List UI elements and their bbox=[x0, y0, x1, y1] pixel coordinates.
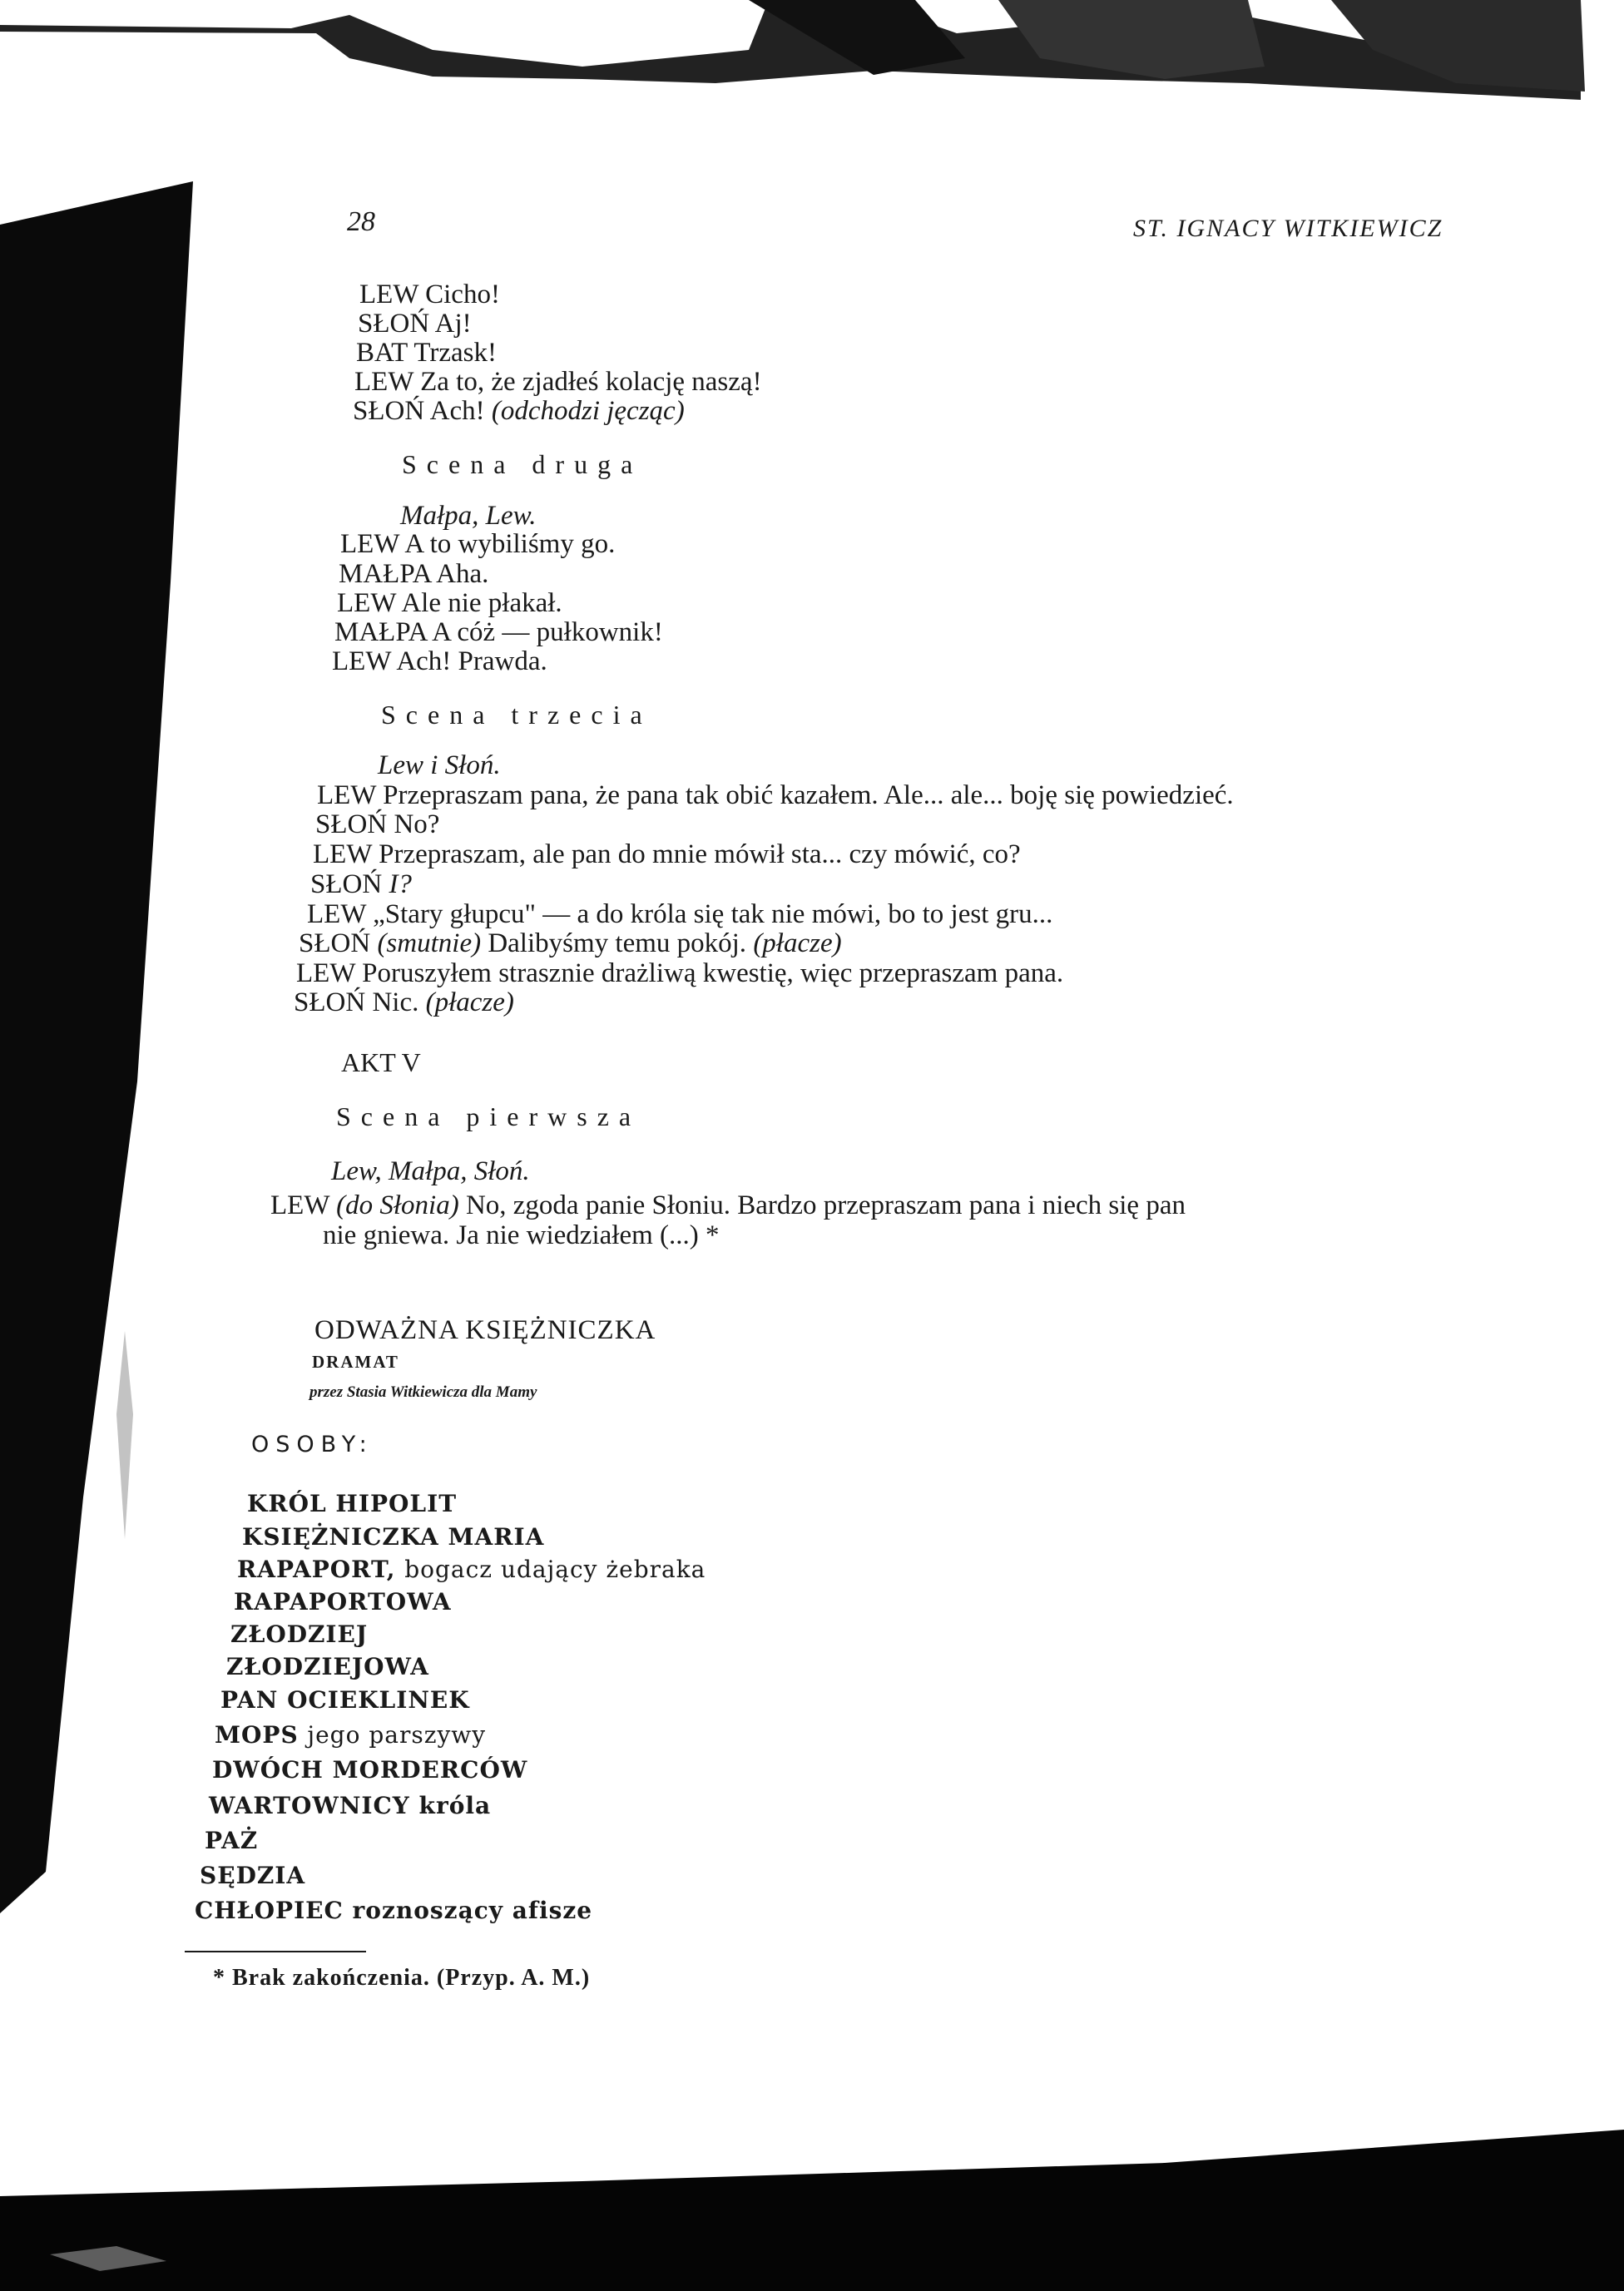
dialogue-line bbox=[356, 339, 497, 367]
scene-characters: Małpa, Lew. bbox=[400, 501, 537, 531]
dialogue-line bbox=[334, 619, 663, 646]
speech: Ale nie płakał. bbox=[401, 588, 562, 618]
cast-name: ZŁODZIEJ bbox=[230, 1621, 369, 1648]
cast-member bbox=[209, 1794, 491, 1818]
speaker: LEW bbox=[307, 899, 366, 929]
speech: A cóż — pułkownik! bbox=[432, 617, 663, 647]
speaker: SŁOŃ bbox=[299, 928, 371, 958]
scan-smudge-top bbox=[0, 0, 1624, 108]
cast-name: KSIĘŻNICZKA MARIA bbox=[242, 1523, 545, 1551]
stage-direction: (do Słonia) bbox=[336, 1190, 459, 1220]
speaker: LEW bbox=[359, 280, 418, 309]
speech: A to wybiliśmy go. bbox=[404, 529, 616, 559]
cast-name: DWÓCH MORDERCÓW bbox=[212, 1756, 528, 1784]
speech: Dalibyśmy temu pokój. bbox=[488, 928, 747, 958]
dialogue-line bbox=[299, 930, 842, 957]
scene-characters: Lew i Słoń. bbox=[378, 750, 501, 780]
scene-title: Scena pierwsza bbox=[336, 1101, 641, 1131]
stage-direction: (płacze) bbox=[753, 928, 842, 958]
scan-shadow-left bbox=[0, 166, 216, 1913]
dialogue-line bbox=[339, 561, 488, 588]
cast-member bbox=[230, 1623, 368, 1646]
speaker: SŁOŃ bbox=[353, 396, 425, 426]
scene-characters: Lew, Małpa, Słoń. bbox=[331, 1156, 530, 1186]
speaker: LEW bbox=[354, 367, 413, 397]
speech: Nic. bbox=[372, 987, 419, 1017]
dialogue-line bbox=[354, 369, 762, 396]
speech: Cicho! bbox=[425, 280, 500, 309]
cast-name: PAN OCIEKLINEK bbox=[220, 1686, 470, 1714]
speech: Przepraszam, ale pan do mnie mówił sta... czy mówić, co? bbox=[379, 839, 1021, 869]
cast-description: króla bbox=[418, 1792, 492, 1819]
speaker: LEW bbox=[337, 588, 396, 618]
cast-name: SĘDZIA bbox=[200, 1862, 306, 1889]
speech: Trzask! bbox=[413, 338, 498, 368]
stage-direction: (odchodzi jęcząc) bbox=[491, 396, 685, 426]
speaker: LEW bbox=[332, 646, 391, 676]
speaker: BAT bbox=[356, 338, 408, 368]
speech: I? bbox=[389, 869, 412, 899]
speech: Przepraszam pana, że pana tak obić kazałem. Ale... ale... boję się powiedzieć. bbox=[383, 780, 1234, 810]
cast-description: bogacz udający żebraka bbox=[404, 1556, 706, 1583]
dialogue-line bbox=[307, 901, 1052, 928]
footnote-rule bbox=[185, 1951, 366, 1952]
cast-member bbox=[195, 1899, 592, 1922]
cast-name: ZŁODZIEJOWA bbox=[226, 1653, 429, 1680]
scene-title: Scena trzecia bbox=[381, 700, 652, 730]
scan-shadow-bottom bbox=[0, 2130, 1624, 2291]
speaker: LEW bbox=[340, 529, 399, 559]
cast-member bbox=[220, 1686, 470, 1714]
page-number: 28 bbox=[347, 206, 375, 237]
footnote: * Brak zakończenia. (Przyp. A. M.) bbox=[213, 1965, 591, 1991]
dialogue-line bbox=[315, 811, 439, 839]
speaker: LEW bbox=[296, 958, 355, 988]
cast-name: KRÓL HIPOLIT bbox=[247, 1490, 458, 1517]
dialogue-line bbox=[337, 590, 562, 617]
dialogue-line bbox=[317, 782, 1234, 809]
speech: Ach! Prawda. bbox=[396, 646, 547, 676]
dialogue-line bbox=[294, 989, 514, 1017]
scene-title: Scena druga bbox=[402, 449, 643, 479]
cast-name: WARTOWNICY bbox=[209, 1792, 410, 1819]
running-title: ST. IGNACY WITKIEWICZ bbox=[1133, 215, 1443, 242]
speech: Poruszyłem strasznie drażliwą kwestię, więc przepraszam pana. bbox=[362, 958, 1064, 988]
cast-member bbox=[205, 1829, 258, 1853]
speaker: LEW bbox=[270, 1190, 329, 1220]
play-dedication: przez Stasia Witkiewicza dla Mamy bbox=[309, 1383, 537, 1401]
dialogue-line bbox=[359, 281, 500, 309]
speaker: MAŁPA bbox=[339, 559, 431, 589]
act-title: AKT V bbox=[341, 1047, 421, 1077]
cast-member bbox=[242, 1523, 545, 1551]
dialogue-line bbox=[310, 871, 412, 898]
stage-direction: (smutnie) bbox=[377, 928, 482, 958]
cast-description: jego parszywy bbox=[307, 1721, 487, 1749]
cast-name: RAPAPORT, bbox=[237, 1556, 396, 1583]
play-title: ODWAŻNA KSIĘŻNICZKA bbox=[314, 1315, 656, 1345]
cast-description: roznoszący afisze bbox=[352, 1897, 593, 1924]
dialogue-line bbox=[340, 531, 615, 558]
speech: Aha. bbox=[436, 559, 489, 589]
speaker: SŁOŃ bbox=[315, 809, 388, 839]
speech: „Stary głupcu" — a do króla się tak nie mówi, bo to jest gru... bbox=[373, 899, 1053, 929]
stage-direction: (płacze) bbox=[425, 987, 514, 1017]
cast-member bbox=[200, 1864, 305, 1888]
speaker: SŁOŃ bbox=[294, 987, 366, 1017]
dialogue-line bbox=[313, 841, 1021, 868]
speaker: MAŁPA bbox=[334, 617, 427, 647]
cast-member bbox=[237, 1558, 706, 1581]
dialogue-line bbox=[296, 960, 1063, 987]
cast-heading: OSOBY: bbox=[251, 1432, 374, 1457]
dialogue-line bbox=[332, 648, 547, 675]
speaker: LEW bbox=[313, 839, 372, 869]
cast-name: MOPS bbox=[215, 1721, 299, 1749]
speaker: SŁOŃ bbox=[310, 869, 383, 899]
cast-name: PAŻ bbox=[205, 1827, 259, 1854]
dialogue-continuation: nie gniewa. Ja nie wiedziałem (...) * bbox=[323, 1220, 720, 1250]
speaker: SŁOŃ bbox=[358, 309, 430, 339]
speech: No? bbox=[394, 809, 440, 839]
dialogue-line bbox=[358, 310, 472, 338]
dialogue-line bbox=[270, 1192, 1186, 1220]
speaker: LEW bbox=[317, 780, 376, 810]
speech: Aj! bbox=[434, 309, 472, 339]
dialogue-line bbox=[353, 398, 685, 425]
cast-member bbox=[212, 1756, 528, 1784]
cast-member bbox=[215, 1721, 487, 1749]
cast-name: CHŁOPIEC bbox=[195, 1897, 344, 1924]
speech: Za to, że zjadłeś kolację naszą! bbox=[420, 367, 762, 397]
speech: No, zgoda panie Słoniu. Bardzo przepraszam pana i niech się pan bbox=[465, 1190, 1186, 1220]
cast-member bbox=[234, 1588, 452, 1616]
cast-name: RAPAPORTOWA bbox=[234, 1588, 452, 1616]
play-genre: DRAMAT bbox=[312, 1352, 399, 1372]
cast-member bbox=[247, 1492, 457, 1516]
speech: Ach! bbox=[429, 396, 485, 426]
cast-member bbox=[226, 1655, 429, 1679]
